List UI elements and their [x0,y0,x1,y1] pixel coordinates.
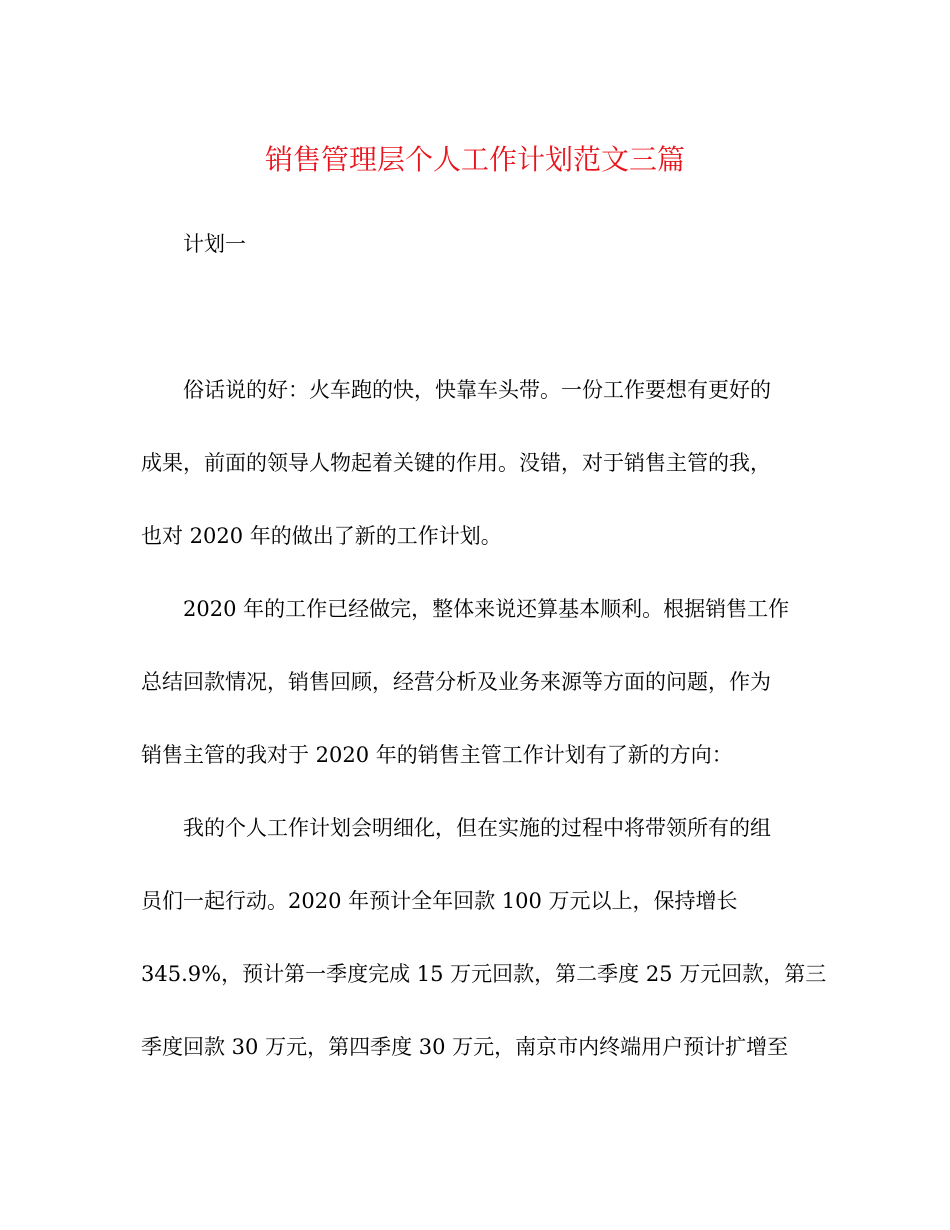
paragraph-line: 总结回款情况，销售回顾，经营分析及业务来源等方面的问题，作为 [141,670,771,694]
paragraph-line: 季度回款 30 万元，第四季度 30 万元，南京市内终端用户预计扩增至 [141,1035,789,1059]
paragraph-line: 成果，前面的领导人物起着关键的作用。没错，对于销售主管的我， [141,451,771,475]
paragraph-line: 345.9%，预计第一季度完成 15 万元回款，第二季度 25 万元回款，第三 [141,962,827,986]
paragraph-line: 我的个人工作计划会明细化，但在实施的过程中将带领所有的组 [183,816,771,840]
paragraph-line: 销售主管的我对于 2020 年的销售主管工作计划有了新的方向： [141,743,733,767]
paragraph-line: 2020 年的工作已经做完，整体来说还算基本顺利。根据销售工作 [183,597,790,621]
paragraph-line: 俗话说的好：火车跑的快，快靠车头带。一份工作要想有更好的 [183,378,771,402]
section-heading: 计划一 [183,232,246,256]
paragraph-line: 也对 2020 年的做出了新的工作计划。 [141,524,502,548]
paragraph-line: 员们一起行动。2020 年预计全年回款 100 万元以上，保持增长 [141,889,738,913]
document-title: 销售管理层个人工作计划范文三篇 [264,143,685,176]
